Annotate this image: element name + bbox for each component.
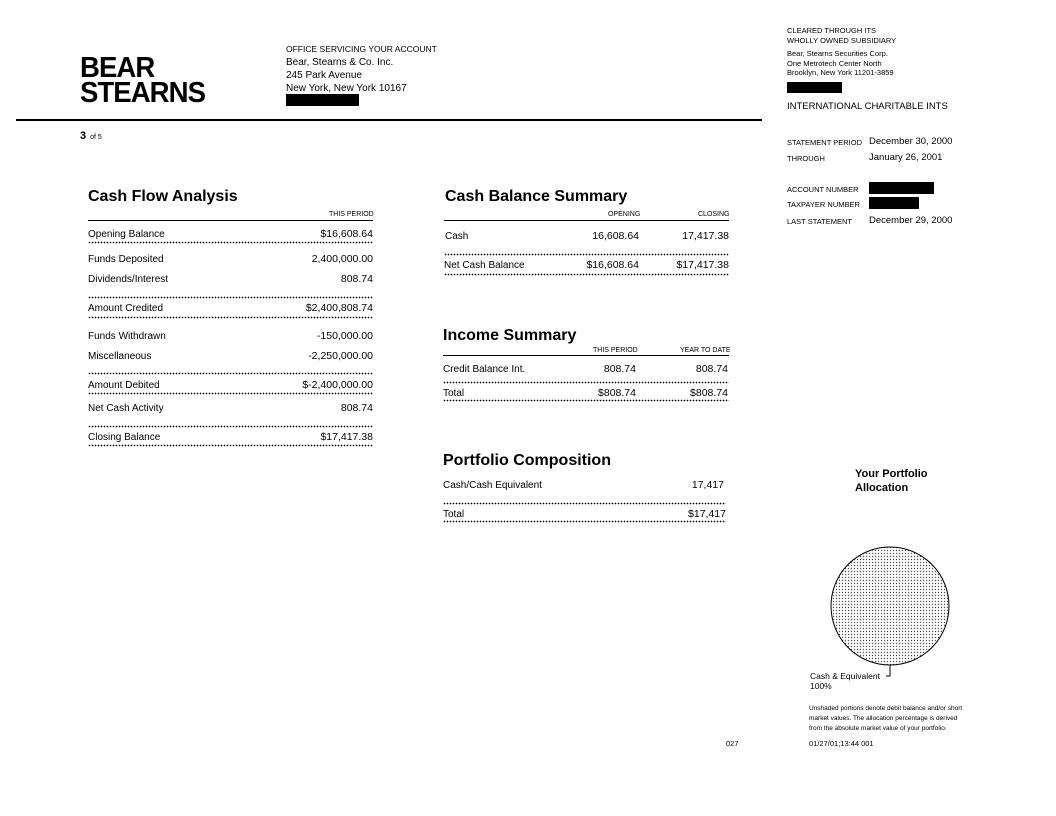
redaction-bar bbox=[869, 182, 934, 194]
allocation-pie-chart bbox=[826, 546, 956, 678]
col-opening: OPENING bbox=[608, 211, 641, 218]
cash-flow-title: Cash Flow Analysis bbox=[88, 188, 238, 205]
clearing-block: CLEARED THROUGH ITS WHOLLY OWNED SUBSIDIARY Bear, Stearns Securities Corp. One Metrotech Center North Brooklyn, New York 11201-3859 bbox=[787, 26, 897, 77]
redaction-bar bbox=[286, 94, 359, 106]
bear-stearns-logo bbox=[80, 52, 205, 109]
cf-label: Dividends/Interest bbox=[88, 274, 169, 285]
cf-label: Funds Deposited bbox=[88, 254, 164, 265]
dotted-rule bbox=[88, 296, 373, 299]
rule bbox=[443, 355, 729, 356]
last-statement-label: LAST STATEMENT bbox=[787, 217, 853, 226]
net-cash-label: Net Cash Balance bbox=[444, 260, 525, 271]
cf-label: Opening Balance bbox=[88, 229, 165, 240]
dotted-rule bbox=[88, 241, 373, 244]
dotted-rule bbox=[443, 520, 726, 523]
net-cash-opening: $16,608.64 bbox=[586, 259, 639, 271]
cf-value: -150,000.00 bbox=[316, 330, 373, 342]
dotted-rule bbox=[88, 392, 373, 395]
rule bbox=[88, 220, 373, 221]
dotted-rule bbox=[443, 399, 729, 402]
dotted-rule bbox=[88, 425, 373, 428]
cash-closing: 17,417.38 bbox=[682, 230, 729, 242]
through-label: THROUGH bbox=[787, 154, 825, 163]
pie-slice-label: Cash & Equivalent bbox=[810, 671, 880, 681]
dotted-rule bbox=[443, 381, 729, 384]
pie-label bbox=[810, 671, 880, 691]
cf-label: Amount Credited bbox=[88, 303, 164, 314]
pie-slice-cash bbox=[831, 547, 949, 665]
credit-balance-label: Credit Balance Int. bbox=[443, 364, 526, 375]
cf-value: $-2,400,000.00 bbox=[302, 379, 373, 391]
income-total-label: Total bbox=[443, 388, 465, 399]
redaction-bar bbox=[787, 82, 842, 93]
cash-opening: 16,608.64 bbox=[592, 230, 639, 242]
office-city: New York, New York 10167 bbox=[286, 83, 407, 94]
redaction-bar bbox=[869, 197, 919, 209]
last-statement-value: December 29, 2000 bbox=[869, 215, 953, 226]
cf-value: 2,400,000.00 bbox=[311, 253, 373, 265]
credit-ytd: 808.74 bbox=[695, 363, 728, 375]
cf-label: Closing Balance bbox=[88, 432, 161, 443]
footer-code: 027 bbox=[726, 739, 739, 748]
portfolio-cash-label: Cash/Cash Equivalent bbox=[443, 480, 542, 491]
pie-leader-line bbox=[886, 665, 890, 676]
cf-value: 808.74 bbox=[340, 273, 373, 285]
through-value: January 26, 2001 bbox=[869, 152, 943, 163]
cf-value: $2,400,808.74 bbox=[305, 302, 373, 314]
col-this-period: THIS PERIOD bbox=[593, 347, 638, 354]
allocation-title: Your Portfolio Allocation bbox=[855, 468, 928, 494]
dotted-rule bbox=[88, 316, 373, 319]
page-number: 3 of 5 bbox=[80, 130, 102, 142]
cf-label: Amount Debited bbox=[88, 380, 160, 391]
portfolio-cash-value: 17,417 bbox=[691, 479, 724, 491]
cf-label: Net Cash Activity bbox=[88, 403, 164, 414]
footer-timestamp: 01/27/01;13:44 001 bbox=[809, 739, 874, 748]
allocation-note: Unshaded portions denote debit balance and/or short market values. The allocation percentage is derived from the absolute market value of your portfolio. bbox=[809, 705, 963, 732]
cf-value: $16,608.64 bbox=[320, 228, 373, 240]
income-total-period: $808.74 bbox=[598, 387, 636, 399]
logo-line1: BEAR bbox=[80, 52, 155, 84]
cash-balance-title: Cash Balance Summary bbox=[445, 188, 628, 205]
statement-period-value: December 30, 2000 bbox=[869, 136, 953, 147]
portfolio-total-value: $17,417 bbox=[688, 508, 726, 520]
cash-flow-col-header: THIS PERIOD bbox=[329, 211, 374, 218]
account-name: INTERNATIONAL CHARITABLE INTS bbox=[787, 101, 948, 112]
cash-label: Cash bbox=[445, 231, 469, 242]
office-name: Bear, Stearns & Co. Inc. bbox=[286, 57, 394, 68]
portfolio-title: Portfolio Composition bbox=[443, 452, 611, 469]
income-title: Income Summary bbox=[443, 327, 577, 344]
col-closing: CLOSING bbox=[698, 211, 730, 218]
credit-period: 808.74 bbox=[603, 363, 636, 375]
income-total-ytd: $808.74 bbox=[690, 387, 728, 399]
logo-line2: STEARNS bbox=[80, 77, 205, 109]
pie-slice-pct: 100% bbox=[810, 681, 832, 691]
net-cash-closing: $17,417.38 bbox=[676, 259, 729, 271]
header-rule bbox=[16, 119, 762, 121]
taxpayer-number-label: TAXPAYER NUMBER bbox=[787, 200, 860, 209]
statement-period-label: STATEMENT PERIOD bbox=[787, 138, 863, 147]
office-label: OFFICE SERVICING YOUR ACCOUNT bbox=[286, 44, 437, 54]
cf-value: -2,250,000.00 bbox=[308, 350, 373, 362]
cf-value: $17,417.38 bbox=[320, 431, 373, 443]
cf-value: 808.74 bbox=[340, 402, 373, 414]
office-street: 245 Park Avenue bbox=[286, 70, 362, 81]
dotted-rule bbox=[444, 253, 729, 256]
dotted-rule bbox=[88, 372, 373, 375]
cf-label: Miscellaneous bbox=[88, 351, 152, 362]
dotted-rule bbox=[444, 273, 729, 276]
portfolio-total-label: Total bbox=[443, 509, 465, 520]
col-year-to-date: YEAR TO DATE bbox=[680, 347, 731, 354]
account-number-label: ACCOUNT NUMBER bbox=[787, 185, 859, 194]
office-block bbox=[286, 43, 437, 95]
rule bbox=[444, 220, 729, 221]
dotted-rule bbox=[443, 502, 726, 505]
dotted-rule bbox=[88, 444, 373, 447]
cf-label: Funds Withdrawn bbox=[88, 331, 166, 342]
